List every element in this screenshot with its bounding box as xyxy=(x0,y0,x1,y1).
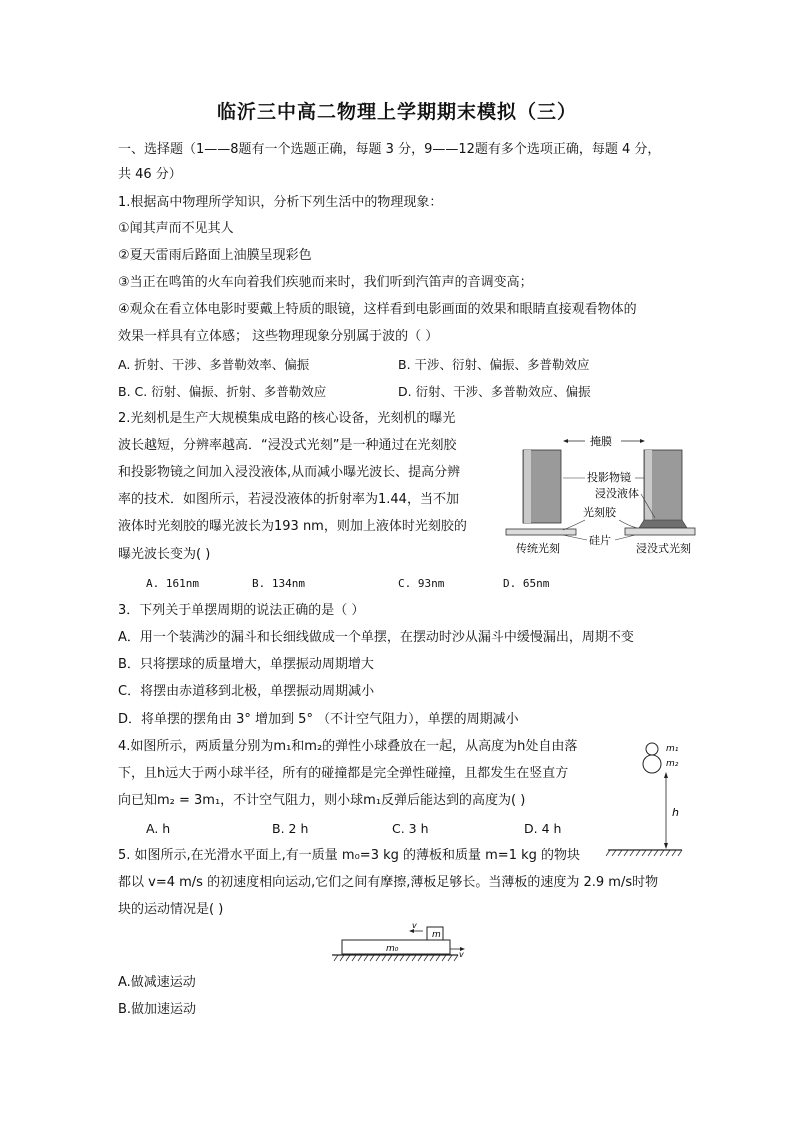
immersion-wafer xyxy=(625,528,695,535)
q1-option-d: D. 衍射、干涉、多普勒效应、偏振 xyxy=(398,384,591,399)
lens-label: 投影物镜 xyxy=(587,471,631,484)
traditional-wafer xyxy=(506,529,576,535)
ball-m2 xyxy=(643,755,661,773)
immersion-lens-highlight xyxy=(645,450,652,523)
height-arrow-top xyxy=(664,772,668,778)
ball-m1 xyxy=(646,743,658,755)
m2-label: m₂ xyxy=(666,759,679,769)
m1-label: m₁ xyxy=(666,744,679,754)
q3-option-b: B．只将摆球的质量增大，单摆振动周期增大 xyxy=(118,657,374,672)
ground-hatching xyxy=(606,850,682,856)
q3-option-d: D．将单摆的摆角由 3° 增加到 5° （不计空气阻力），单摆的周期减小 xyxy=(118,712,519,727)
q1-option-b: B. 干涉、衍射、偏振、多普勒效应 xyxy=(398,357,590,372)
q5-option-b: B.做加速运动 xyxy=(118,1002,197,1017)
q1-item-4: ④观众在看立体电影时要戴上特质的眼镜，这样看到电影画面的效果和眼睛直接观看物体的 xyxy=(118,302,637,317)
lithography-diagram xyxy=(503,430,698,558)
stacked-balls-diagram xyxy=(600,738,692,860)
immersion-caption: 浸没式光刻 xyxy=(636,542,691,555)
q5-line-2: 都以 v=4 m/s 的初速度相向运动,它们之间有摩擦,薄板足够长。当薄板的速度为 2.9 m/s时物 xyxy=(118,875,659,890)
resist-label: 光刻胶 xyxy=(583,506,616,519)
q1-item-1: ①闻其声而不见其人 xyxy=(118,221,234,236)
q4-line-1: 4.如图所示，两质量分别为m₁和m₂的弹性小球叠放在一起，从高度为h处自由落 xyxy=(118,739,578,754)
q4-option-c: C. 3 h xyxy=(392,821,429,836)
q2-line-3: 和投影物镜之间加入浸没液体,从而减小曝光波长、提高分辨 xyxy=(118,465,461,480)
traditional-caption: 传统光刻 xyxy=(516,542,560,555)
q2-line-5: 液体时光刻胶的曝光波长为193 nm，则加上液体时光刻胶的 xyxy=(118,519,467,534)
q1-item-3: ③当正在鸣笛的火车向着我们疾驰而来时，我们听到汽笛声的音调变高； xyxy=(118,275,533,290)
q1-item-4-cont: 效果一样具有立体感； 这些物理现象分别属于波的（ ） xyxy=(118,329,439,344)
q1-item-2: ②夏天雷雨后路面上油膜呈现彩色 xyxy=(118,248,312,263)
floor-hatching xyxy=(334,955,458,961)
q4-option-d: D. 4 h xyxy=(524,821,562,836)
q3-option-a: A．用一个装满沙的漏斗和长细线做成一个单摆，在摆动时沙从漏斗中缓慢漏出，周期不变 xyxy=(118,630,634,645)
q2-line-2: 波长越短，分辨率越高．“浸没式光刻”是一种通过在光刻胶 xyxy=(118,438,457,453)
q4-option-a: A. h xyxy=(146,821,171,836)
q2-option-b: B. 134nm xyxy=(252,577,305,590)
height-label: h xyxy=(672,806,679,819)
q2-option-a: A. 161nm xyxy=(146,577,199,590)
q2-option-d: D. 65nm xyxy=(503,577,550,590)
resist-leader-left xyxy=(563,520,585,530)
mask-label: 掩膜 xyxy=(590,435,612,448)
block-label: m xyxy=(432,930,441,940)
q1-option-a: A. 折射、干涉、多普勒效率、偏振 xyxy=(118,357,310,372)
board-label: m₀ xyxy=(386,944,399,954)
q1-stem: 1.根据高中物理所学知识，分析下列生活中的物理现象： xyxy=(118,195,443,210)
q2-option-c: C. 93nm xyxy=(398,577,445,590)
q5-option-a: A.做减速运动 xyxy=(118,975,196,990)
q4-line-2: 下，且h远大于两小球半径，所有的碰撞都是完全弹性碰撞，且都发生在竖直方 xyxy=(118,766,569,781)
section-instructions-line2: 共 46 分） xyxy=(118,167,182,182)
q3-option-c: C．将摆由赤道移到北极，单摆振动周期减小 xyxy=(118,684,375,699)
q2-line-1: 2.光刻机是生产大规模集成电路的核心设备，光刻机的曝光 xyxy=(118,411,456,426)
board-block-diagram xyxy=(330,922,475,966)
q2-line-4: 率的技术．如图所示，若浸没液体的折射率为1.44，当不加 xyxy=(118,492,459,507)
height-arrow-bottom xyxy=(664,843,668,849)
board-velocity-label: v xyxy=(459,950,464,959)
q3-stem: 3．下列关于单摆周期的说法正确的是（ ） xyxy=(118,603,365,618)
q1-option-c: B. C. 衍射、偏振、折射、多普勒效应 xyxy=(118,384,327,399)
mask-arrowhead-right xyxy=(640,439,645,443)
liquid-label: 浸没液体 xyxy=(595,487,639,500)
resist-leader-right xyxy=(619,520,637,528)
mask-arrowhead-left xyxy=(563,439,568,443)
page-title: 临沂三中高二物理上学期期末模拟（三） xyxy=(216,101,577,123)
q5-line-1: 5. 如图所示,在光滑水平面上,有一质量 m₀=3 kg 的薄板和质量 m=1 kg 的物块 xyxy=(118,848,581,863)
q5-line-3: 块的运动情况是( ) xyxy=(118,902,224,917)
wafer-leader-right xyxy=(615,535,635,540)
q4-option-b: B. 2 h xyxy=(272,821,309,836)
section-instructions-line1: 一、选择题（1——8题有一个选题正确，每题 3 分，9——12题有多个选项正确，每题 4 分， xyxy=(118,142,661,157)
q2-line-6: 曝光波长变为( ) xyxy=(118,547,211,562)
immersion-liquid-shape xyxy=(639,520,687,528)
wafer-label: 硅片 xyxy=(589,534,611,547)
wafer-leader-left xyxy=(563,535,587,540)
traditional-lens-highlight xyxy=(524,450,531,523)
block-velocity-label: v xyxy=(412,922,417,930)
q4-line-3: 向已知m₂ = 3m₁，不计空气阻力，则小球m₁反弹后能达到的高度为( ) xyxy=(118,793,526,808)
